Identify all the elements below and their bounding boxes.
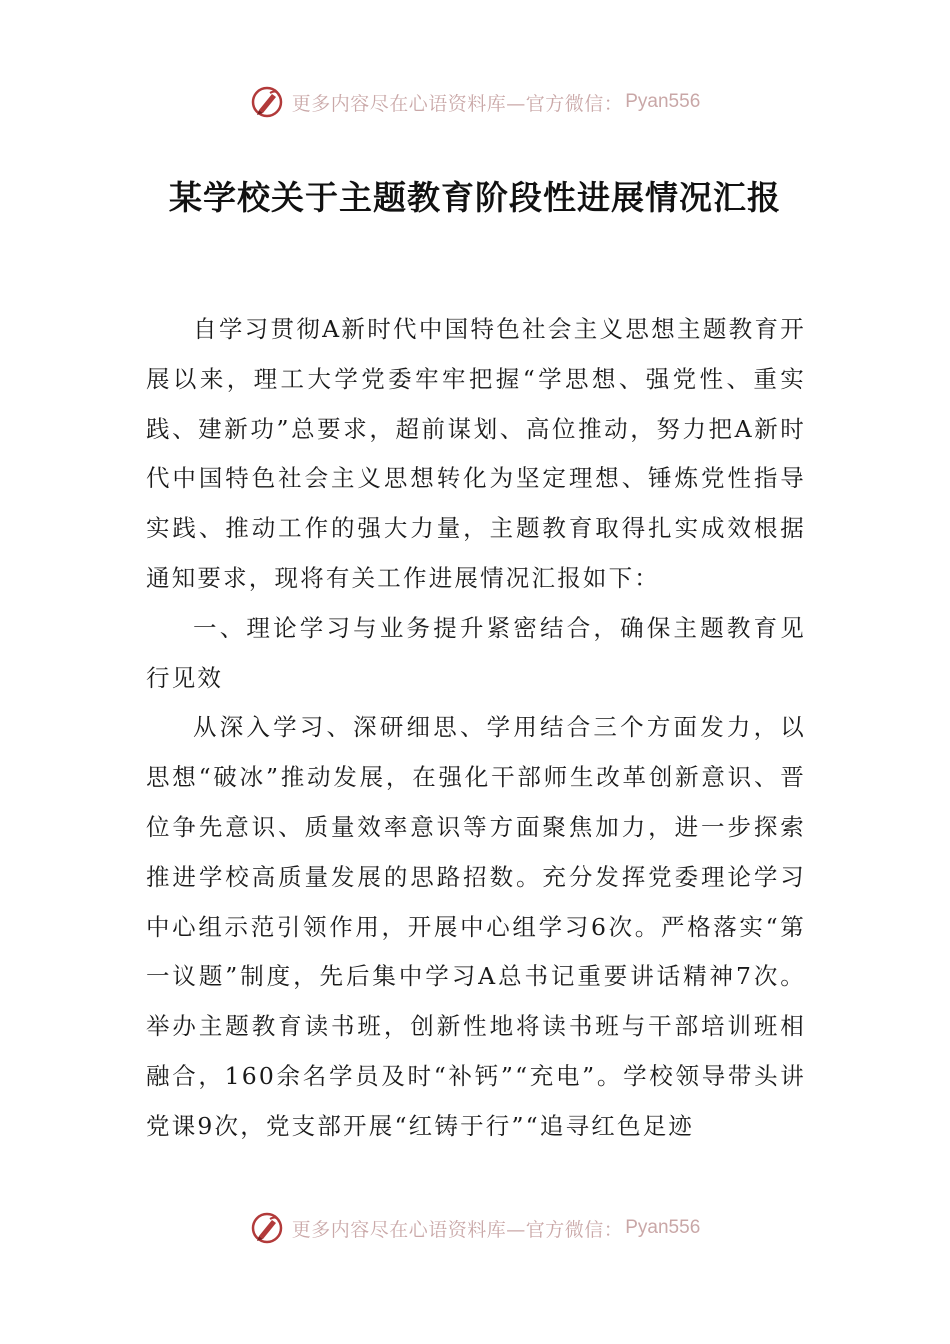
section-heading-1: 一、理论学习与业务提升紧密结合，确保主题教育见行见效 — [146, 613, 806, 692]
pen-logo-icon — [250, 85, 284, 119]
watermark-banner-bottom — [0, 1208, 950, 1248]
document-title: 某学校关于主题教育阶段性进展情况汇报 — [169, 178, 781, 217]
watermark-text: 更多内容尽在心语资料库—官方微信： — [291, 1218, 624, 1241]
pen-logo-icon — [250, 1211, 284, 1245]
watermark-contact: Pyan556 — [625, 1217, 701, 1238]
paragraph-intro: 自学习贯彻A新时代中国特色社会主义思想主题教育开展以来，理工大学党委牢牢把握“学思想、强党性、重实践、建新功”总要求，超前谋划、高位推动，努力把A新时代中国特色社会主义思想转化为坚定理想、锤炼党性指导实践、推动工作的强大力量，主题教育取得扎实成效根据通知要求，现将有关工作进展情况汇报如下： — [146, 315, 806, 592]
watermark-banner-top — [0, 82, 950, 122]
watermark-contact: Pyan556 — [625, 91, 701, 112]
paragraph-section-1: 从深入学习、深研细思、学用结合三个方面发力，以思想“破冰”推动发展，在强化干部师生改革创新意识、晋位争先意识、质量效率意识等方面聚焦加力，进一步探索推进学校高质量发展的思路招数。充分发挥党委理论学习中心组示范引领作用，开展中心组学习6次。严格落实“第一议题”制度，先后集中学习A总书记重要讲话精神7次。举办主题教育读书班，创新性地将读书班与干部培训班相融合，160余名学员及时“补钙”“充电”。学校领导带头讲党课9次，党支部开展“红铸于行”“追寻红色足迹 — [146, 713, 806, 1140]
document-body — [146, 305, 806, 1152]
watermark-text: 更多内容尽在心语资料库—官方微信： — [291, 92, 624, 115]
